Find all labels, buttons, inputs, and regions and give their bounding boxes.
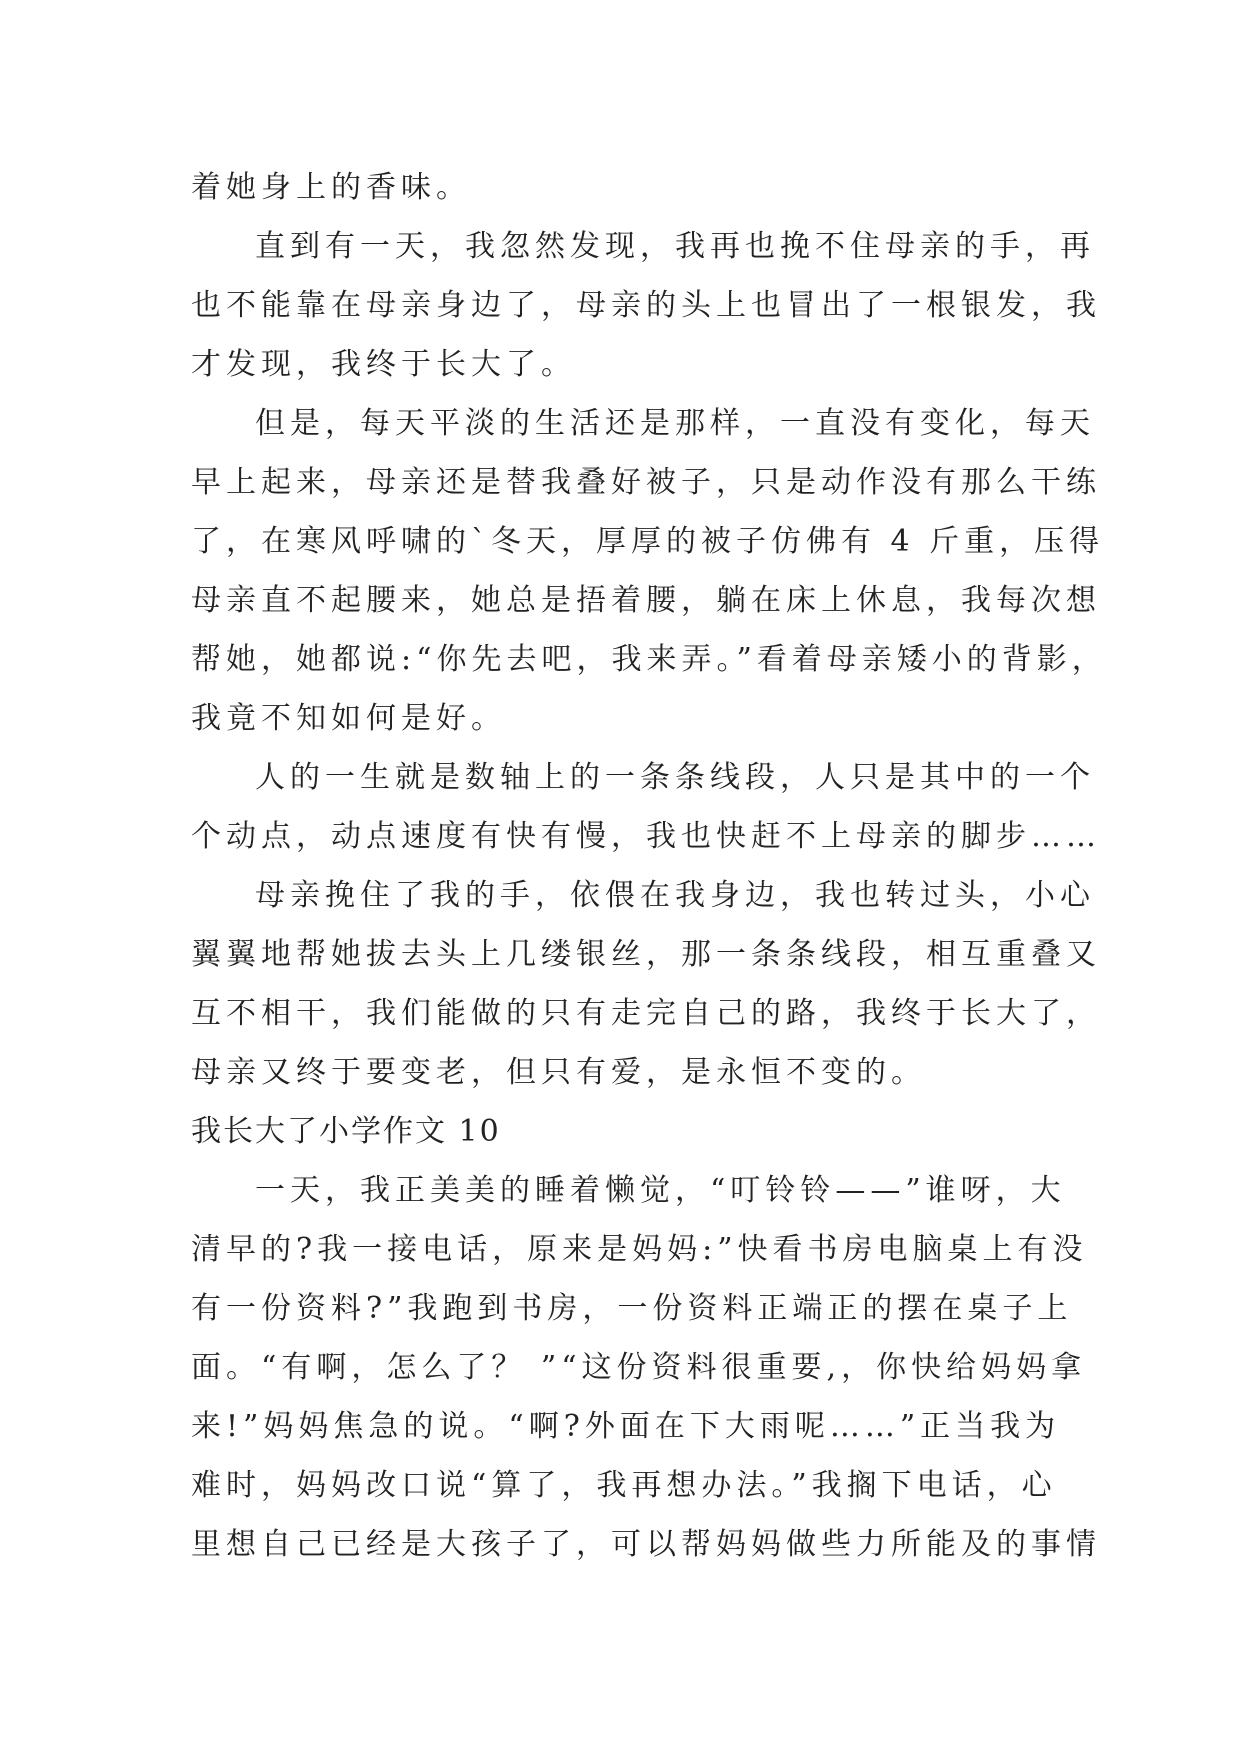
text-line: 个动点，动点速度有快有慢，我也快赶不上母亲的脚步……: [191, 819, 1101, 854]
text-line: 里想自己已经是大孩子了，可以帮妈妈做些力所能及的事情: [191, 1527, 1101, 1562]
article-body: [191, 158, 1107, 1574]
text-line: 我竟不知如何是好。: [191, 701, 506, 736]
text-line: 翼翼地帮她拔去头上几缕银丝，那一条条线段，相互重叠又: [191, 937, 1101, 972]
paragraph-start-line: 母亲挽住了我的手，依偎在我身边，我也转过头，小心: [255, 878, 1095, 913]
text-line: 早上起来，母亲还是替我叠好被子，只是动作没有那么干练: [191, 465, 1101, 500]
text-line: 帮她，她都说:“你先去吧，我来弄。”看着母亲矮小的背影，: [191, 642, 1107, 677]
text-line: 面。“有啊，怎么了？ ”“这份资料很重要,，你快给妈妈拿: [191, 1350, 1087, 1385]
paragraph-start-line: 人的一生就是数轴上的一条条线段，人只是其中的一个: [255, 760, 1095, 795]
text-line: 着她身上的香味。: [191, 170, 471, 205]
text-line: 才发现，我终于长大了。: [191, 347, 576, 382]
text-line: 清早的?我一接电话，原来是妈妈:”快看书房电脑桌上有没: [191, 1232, 1088, 1267]
text-line: 互不相干，我们能做的只有走完自己的路，我终于长大了，: [191, 996, 1101, 1031]
text-line: 母亲直不起腰来，她总是捂着腰，躺在床上休息，我每次想: [191, 583, 1101, 618]
text-line: 有一份资料?”我跑到书房，一份资料正端正的摆在桌子上: [191, 1291, 1073, 1326]
text-line: 母亲又终于要变老，但只有爱，是永恒不变的。: [191, 1055, 926, 1090]
paragraph-start-line: 一天，我正美美的睡着懒觉，“叮铃铃——”谁呀，大: [255, 1173, 1066, 1208]
text-line: 难时，妈妈改口说“算了，我再想办法。”我搁下电话，心: [191, 1468, 1057, 1503]
paragraph-start-line: 但是，每天平淡的生活还是那样，一直没有变化，每天: [255, 406, 1095, 441]
text-line: 来!”妈妈焦急的说。“啊?外面在下大雨呢……”正当我为: [191, 1409, 1061, 1444]
text-line: 也不能靠在母亲身边了，母亲的头上也冒出了一根银发，我: [191, 288, 1101, 323]
paragraph-start-line: 直到有一天，我忽然发现，我再也挽不住母亲的手，再: [255, 229, 1095, 264]
section-heading: 我长大了小学作文 10: [191, 1114, 501, 1149]
text-line: 了，在寒风呼啸的`冬天，厚厚的被子仿佛有 4 斤重，压得: [191, 524, 1105, 559]
